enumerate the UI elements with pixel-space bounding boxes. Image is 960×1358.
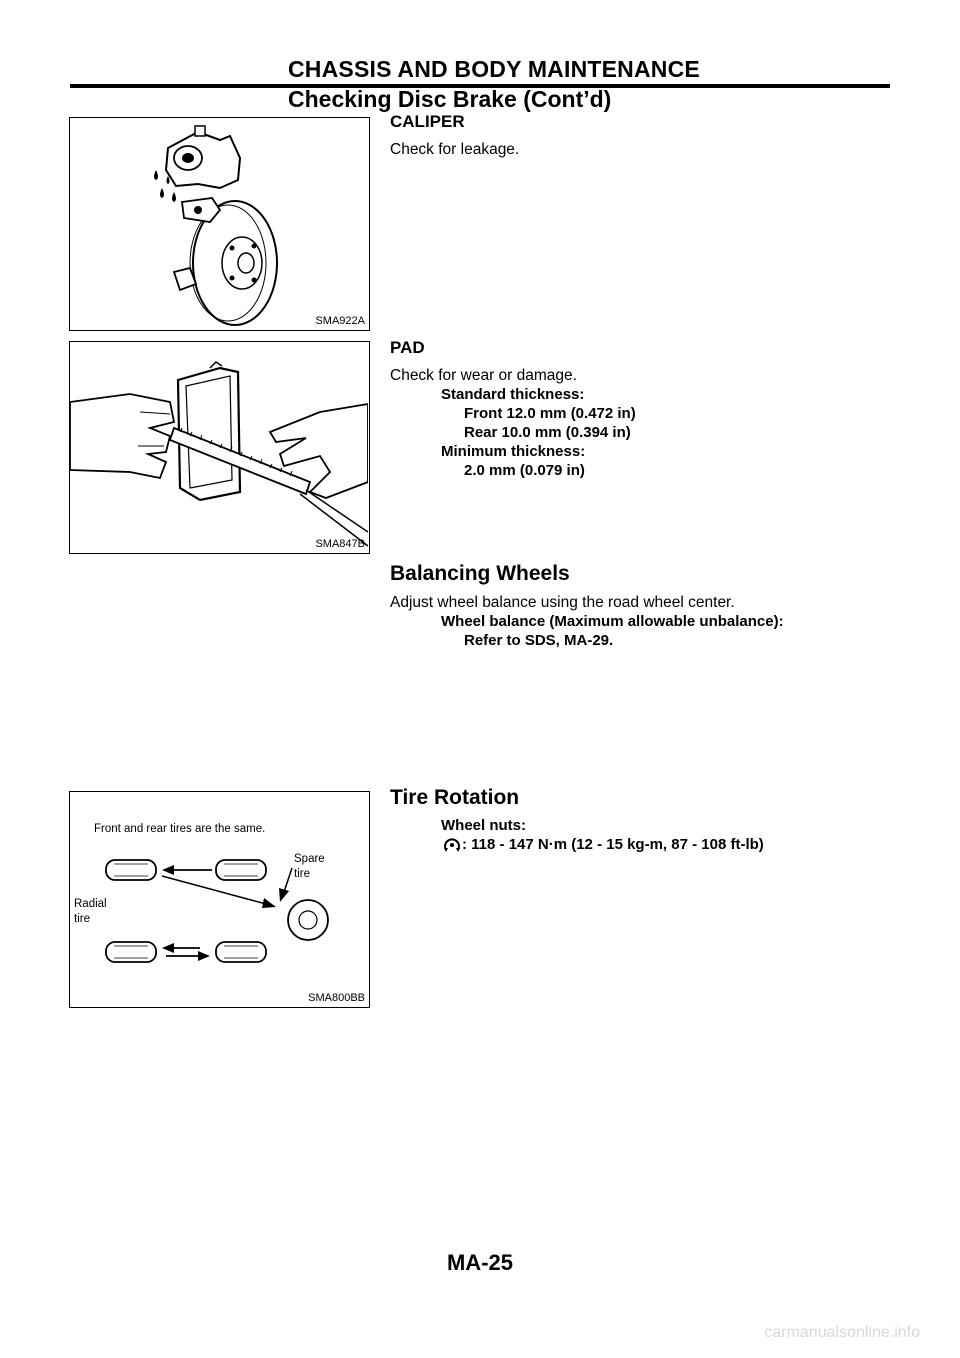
tire-rotation-figure — [69, 791, 370, 1008]
minimum-thickness-label: Minimum thickness: — [441, 443, 586, 460]
radial-tire-label: Radial — [74, 898, 107, 910]
tire-rear-right — [216, 942, 266, 962]
figure-code: SMA847B — [315, 538, 365, 550]
tire-rotation-heading: Tire Rotation — [390, 786, 520, 809]
figure-code: SMA800BB — [308, 992, 365, 1004]
torque-wrench-icon — [442, 836, 462, 854]
torque-value: : 118 - 147 N·m (12 - 15 kg-m, 87 - 108 ft-lb) — [462, 836, 764, 853]
balancing-section — [390, 562, 784, 650]
pad-heading: PAD — [390, 338, 425, 357]
caliper-section — [390, 112, 519, 159]
pad-text: Check for wear or damage. — [390, 367, 577, 384]
wheel-balance-value: Refer to SDS, MA-29. — [464, 632, 614, 649]
caliper-text: Check for leakage. — [390, 141, 520, 158]
balancing-heading: Balancing Wheels — [390, 562, 570, 585]
caliper-heading: CALIPER — [390, 112, 465, 131]
pad-section — [390, 338, 636, 480]
rear-thickness: Rear 10.0 mm (0.394 in) — [464, 424, 631, 441]
page-subtitle: Checking Disc Brake (Cont’d) — [288, 86, 612, 112]
minimum-thickness-value: 2.0 mm (0.079 in) — [464, 462, 585, 479]
tire-rotation-diagram — [70, 792, 368, 1006]
section-title: CHASSIS AND BODY MAINTENANCE — [288, 56, 700, 82]
spare-tire-label: Spare — [294, 853, 325, 865]
torque-spec — [390, 835, 764, 854]
caliper-figure — [69, 117, 370, 331]
standard-thickness-label: Standard thickness: — [441, 386, 585, 403]
tire-front-left — [106, 860, 156, 880]
pad-measurement-illustration — [70, 342, 368, 552]
balancing-text: Adjust wheel balance using the road wheel center. — [390, 594, 735, 611]
tire-front-right — [216, 860, 266, 880]
tire-rotation-section — [390, 786, 764, 854]
tire-rear-left — [106, 942, 156, 962]
diagram-caption: Front and rear tires are the same. — [94, 823, 266, 835]
caliper-illustration — [70, 118, 368, 329]
watermark: carmanualsonline.info — [764, 1324, 920, 1341]
radial-tire-label: tire — [74, 913, 90, 925]
pad-figure — [69, 341, 370, 554]
page-number: MA-25 — [446, 1250, 513, 1275]
front-thickness: Front 12.0 mm (0.472 in) — [464, 405, 636, 422]
figure-code: SMA922A — [315, 315, 365, 327]
spare-tire-label: tire — [294, 868, 310, 880]
wheel-nuts-label: Wheel nuts: — [441, 817, 526, 834]
wheel-balance-label: Wheel balance (Maximum allowable unbalance): — [441, 613, 784, 630]
